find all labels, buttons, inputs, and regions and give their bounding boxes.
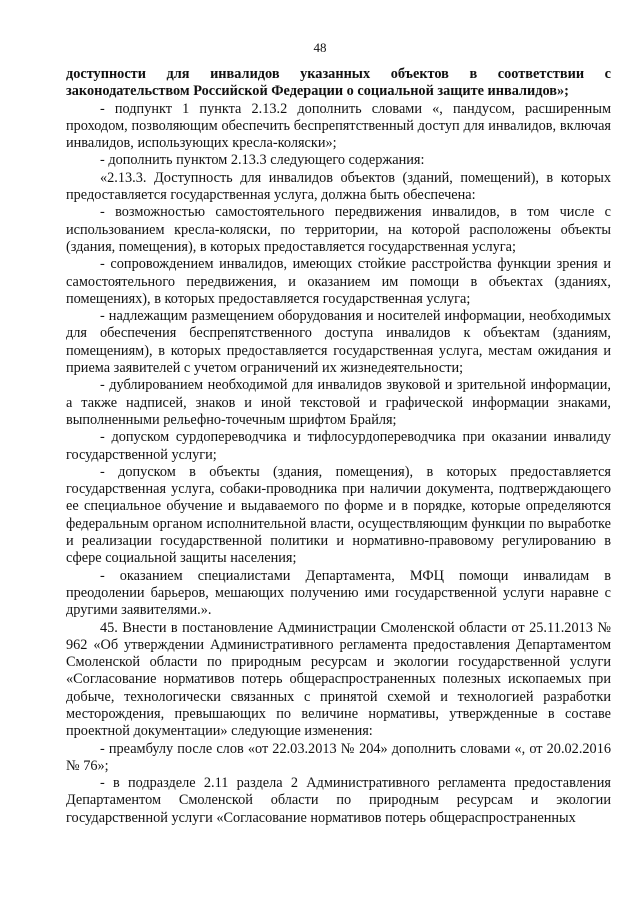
paragraph: - возможностью самостоятельного передвижения инвалидов, в том числе с использованием кресла-коляски, по территории, на которой расположены объекты (здания, помещения), в которых предоставляется государственная услуга; — [66, 204, 611, 255]
document-body — [66, 66, 611, 827]
paragraph: - надлежащим размещением оборудования и носителей информации, необходимых для обеспечения беспрепятственного доступа инвалидов к объектам (зданиям, помещениям), в которых предоставляется государственная услуга, местам ожидания и приема заявителей с учетом ограничений их жизнедеятельности; — [66, 308, 611, 377]
paragraph: доступности для инвалидов указанных объектов в соответствии с законодательством Российской Федерации о социальной защите инвалидов»; — [66, 66, 611, 100]
paragraph: - допуском сурдопереводчика и тифлосурдопереводчика при оказании инвалиду государственной услуги; — [66, 429, 611, 463]
paragraph: - сопровождением инвалидов, имеющих стойкие расстройства функции зрения и самостоятельного передвижения, и оказанием им помощи в объектах (зданиях, помещениях), в которых предоставляется государственная услуга; — [66, 256, 611, 307]
paragraph: «2.13.3. Доступность для инвалидов объектов (зданий, помещений), в которых предоставляется государственная услуга, должна быть обеспечена: — [66, 169, 611, 204]
paragraph: - допуском в объекты (здания, помещения), в которых предоставляется государственная услуга, собаки-проводника при наличии документа, подтверждающего ее специальное обучение и выдаваемого по форме и в порядке, которые определяются федеральным органом исполнительной власти, осуществляющим функции по выработке и реализации государственной политики и нормативно-правовому регулированию в сфере социальной защиты населения; — [66, 463, 611, 567]
paragraph: - дополнить пунктом 2.13.3 следующего содержания: — [100, 152, 425, 169]
paragraph: - преамбулу после слов «от 22.03.2013 № 204» дополнить словами «, от 20.02.2016 № 76»; — [66, 740, 611, 774]
paragraph: - подпункт 1 пункта 2.13.2 дополнить словами «, пандусом, расширенным проходом, позволяющим обеспечить беспрепятственный доступ для инвалидов, включая инвалидов, использующих кресла-коляски»; — [66, 100, 611, 152]
paragraph: 45. Внести в постановление Администрации Смоленской области от 25.11.2013 № 962 «Об утверждении Административного регламента предоставления Департаментом Смоленской области по природным ресурсам и экологии государственной услуги «Согласование нормативов потерь общераспространенных полезных ископаемых при добыче, технологически связанных с принятой схемой и технологией разработки месторождения, превышающих по величине нормативы, утвержденные в составе проектной документации» следующие изменения: — [66, 619, 611, 740]
page-number: 48 — [313, 40, 327, 55]
paragraph: - дублированием необходимой для инвалидов звуковой и зрительной информации, а также надписей, знаков и иной текстовой и графической информации знаками, выполненными рельефно-точечным шрифтом Брайля; — [66, 377, 611, 428]
paragraph: - оказанием специалистами Департамента, МФЦ помощи инвалидам в преодолении барьеров, мешающих получению ими государственной услуги наравне с другими заявителями.». — [66, 567, 611, 619]
paragraph: - в подразделе 2.11 раздела 2 Административного регламента предоставления Департаментом Смоленской области по природным ресурсам и экологии государственной услуги «Согласование нормативов потерь общераспространенных — [66, 775, 611, 826]
